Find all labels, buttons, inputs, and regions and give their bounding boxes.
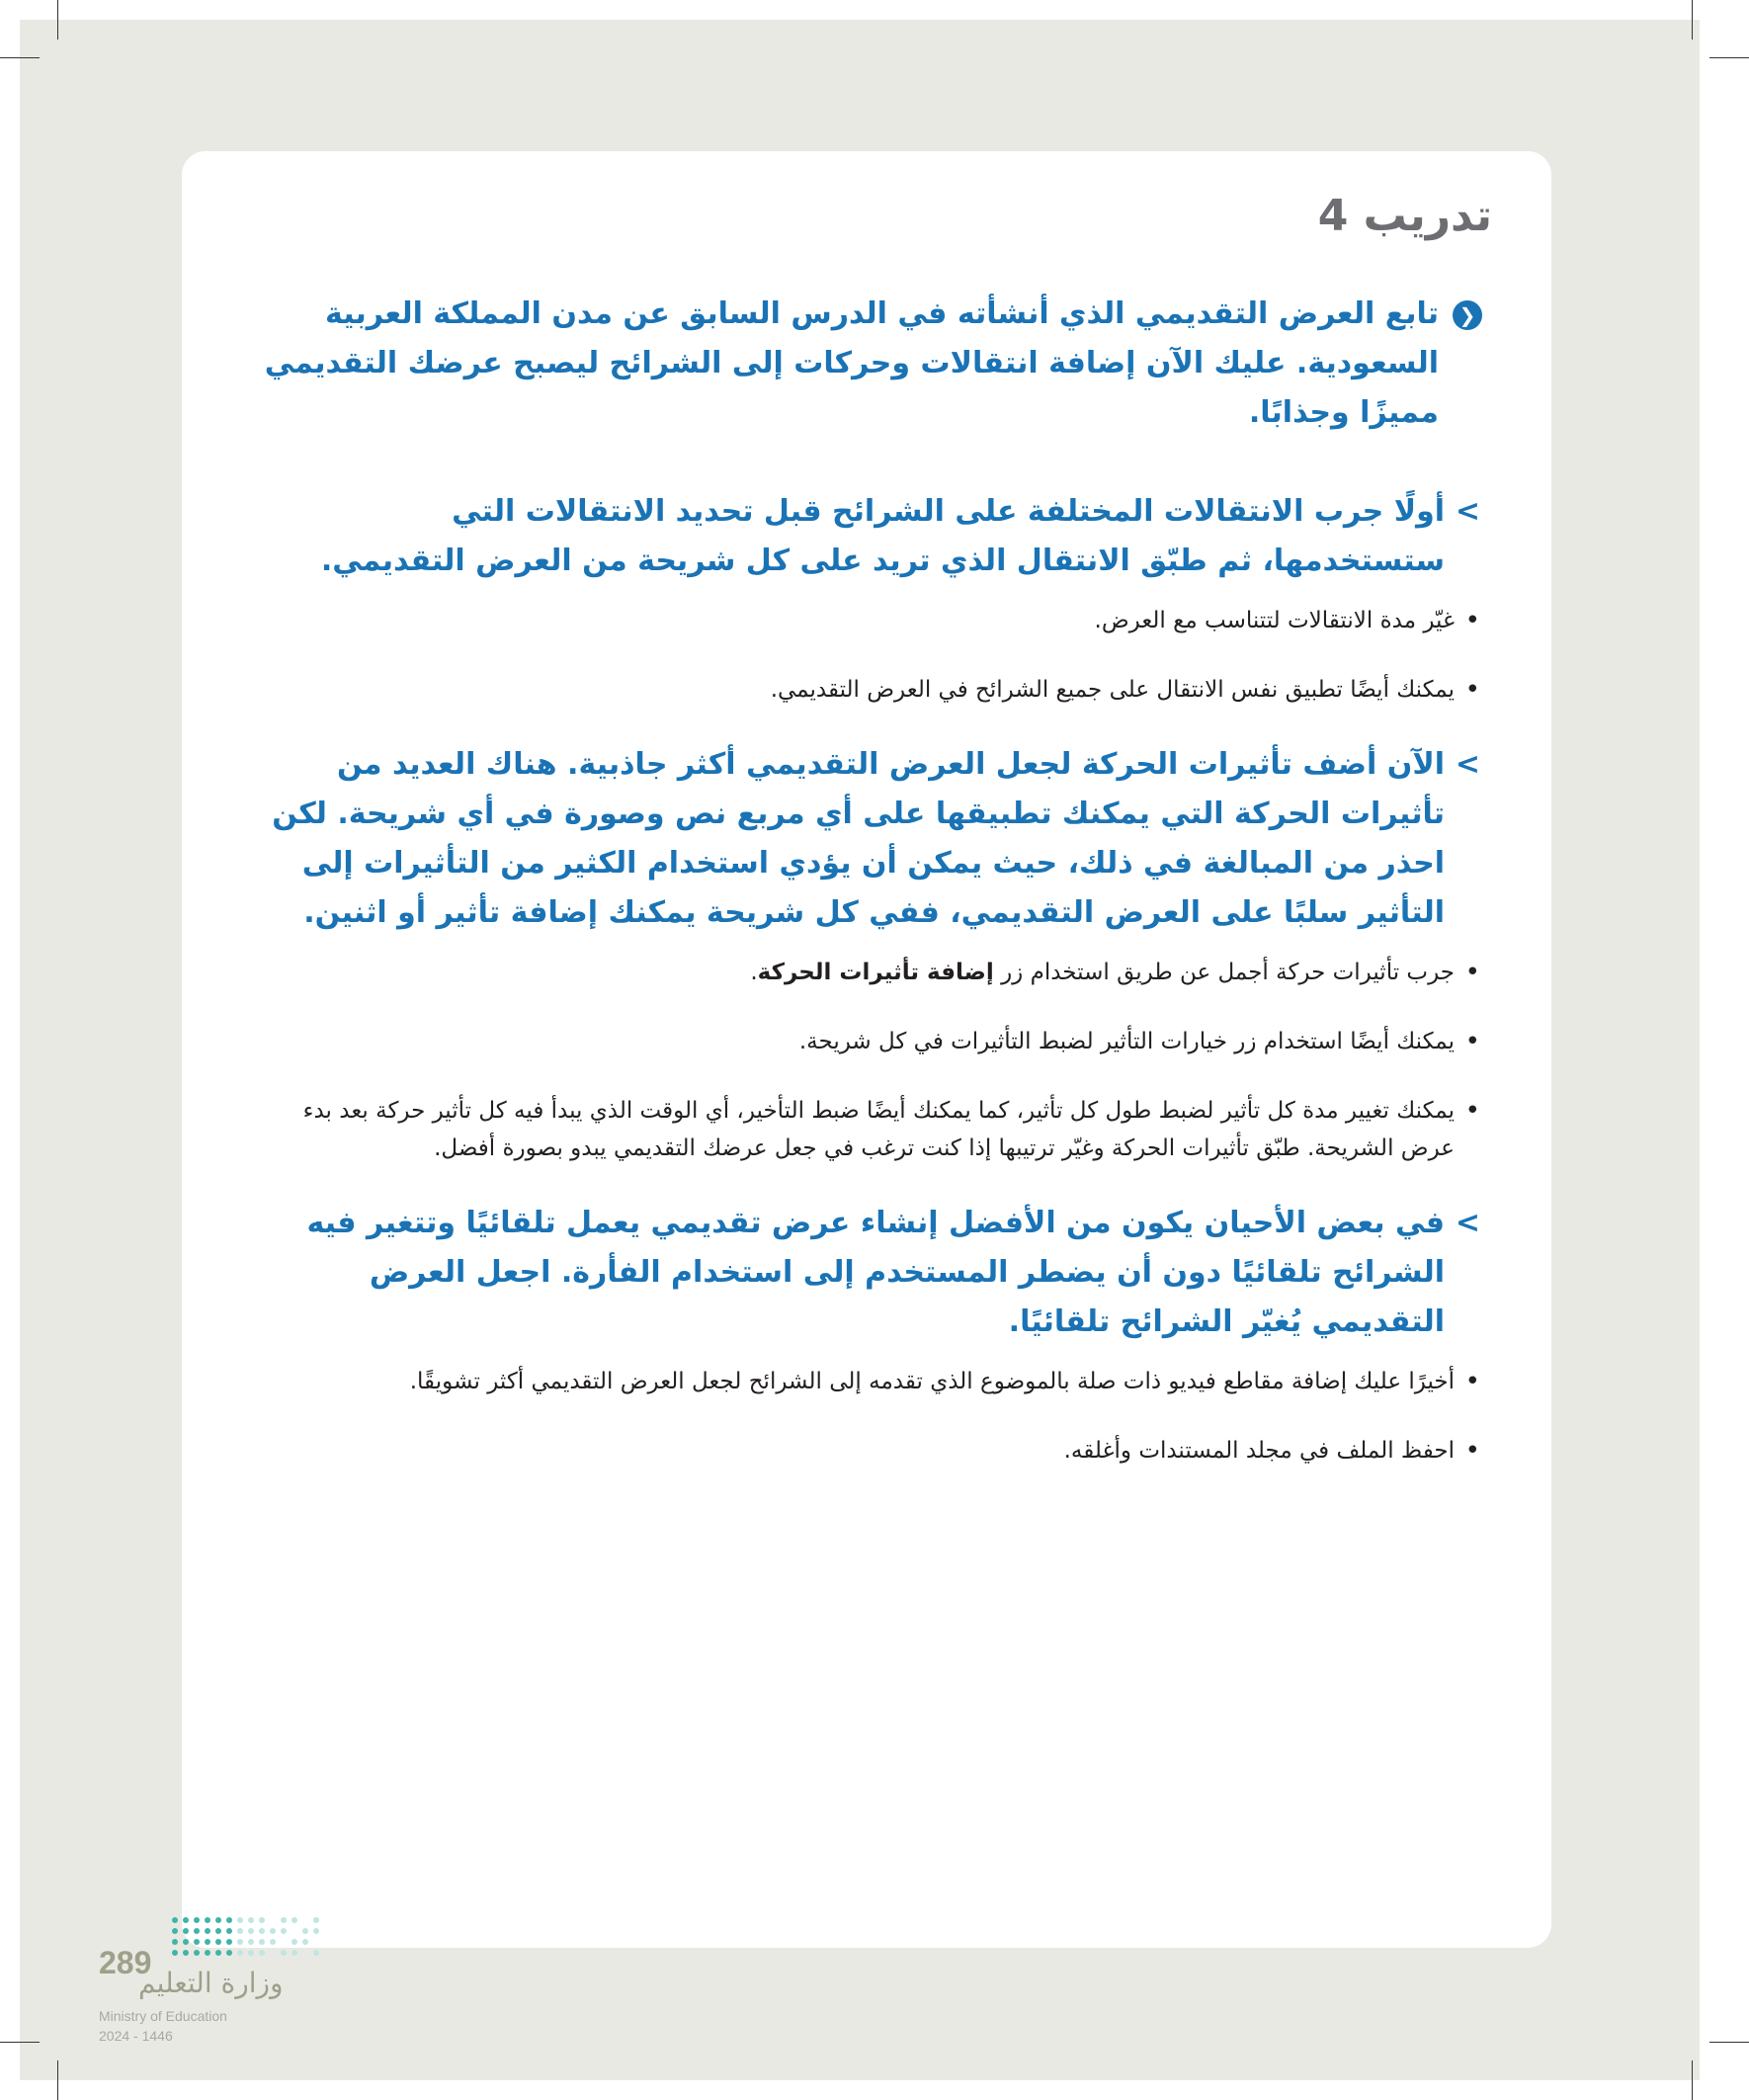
list-item: • يمكنك أيضًا تطبيق نفس الانتقال على جميع الشرائح في العرض التقديمي. — [261, 671, 1482, 709]
logo-dot — [172, 1950, 178, 1956]
crop-mark — [57, 2060, 58, 2100]
logo-dot — [226, 1928, 232, 1934]
logo-dot — [292, 1917, 297, 1923]
bullet-bold-text: إضافة تأثيرات الحركة — [757, 960, 994, 985]
step-1-bullets — [261, 602, 1482, 709]
bullet-text: جرب تأثيرات حركة أجمل عن طريق استخدام زر — [993, 960, 1455, 985]
logo-dot — [248, 1928, 254, 1934]
logo-dot — [172, 1928, 178, 1934]
logo-dot — [248, 1917, 254, 1923]
logo-dot — [183, 1939, 189, 1945]
logo-dot — [313, 1928, 319, 1934]
step-3-bullets — [261, 1363, 1482, 1470]
intro-paragraph — [261, 290, 1482, 438]
intro-text: تابع العرض التقديمي الذي أنشأته في الدرس السابق عن مدن المملكة العربية السعودية. عليك الآن إضافة انتقالات وحركات إلى الشرائح ليصبح عرضك التقديمي مميزًا وجذابًا. — [264, 296, 1439, 430]
logo-dot — [183, 1950, 189, 1956]
logo-dot — [248, 1939, 254, 1945]
step-1-text: أولًا جرب الانتقالات المختلفة على الشرائح قبل تحديد الانتقالات التي ستستخدمها، ثم طبّق الانتقال الذي تريد على كل شريحة من العرض التقديمي. — [320, 494, 1445, 578]
logo-dot — [205, 1928, 210, 1934]
logo-dot — [259, 1917, 265, 1923]
logo-dot — [292, 1939, 297, 1945]
logo-dot — [183, 1928, 189, 1934]
logo-dot — [215, 1950, 221, 1956]
exercise-content — [261, 290, 1482, 1501]
logo-dot — [281, 1950, 287, 1956]
logo-dot — [237, 1939, 243, 1945]
circle-chevron-left-icon: ❮ — [1453, 300, 1482, 330]
logo-dot — [313, 1950, 319, 1956]
logo-dot — [226, 1950, 232, 1956]
step-2-text: الآن أضف تأثيرات الحركة لجعل العرض التقديمي أكثر جاذبية. هناك العديد من تأثيرات الحركة التي يمكنك تطبيقها على أي مربع نص وصورة في أي شريحة. لكن احذر من المبالغة في ذلك، حيث يمكن أن يؤدي استخدام الكثير من التأثيرات إلى التأثير سلبًا على العرض التقديمي، ففي كل شريحة يمكنك إضافة تأثير أو اثنين. — [272, 747, 1445, 930]
step-arrow-icon: > — [1455, 494, 1480, 529]
list-item: • يمكنك تغيير مدة كل تأثير لضبط طول كل تأثير، كما يمكنك أيضًا ضبط التأخير، أي الوقت الذي يبدأ فيه كل تأثير حركة بعد بدء عرض الشريحة. طبّق تأثيرات الحركة وغيّر ترتيبها إذا كنت ترغب في جعل عرضك التقديمي يبدو بصورة أفضل. — [261, 1092, 1482, 1167]
logo-dot — [215, 1917, 221, 1923]
logo-dot — [259, 1939, 265, 1945]
step-arrow-icon: > — [1455, 747, 1480, 782]
exercise-card — [182, 151, 1551, 1948]
crop-mark — [0, 57, 40, 58]
logo-dot — [172, 1939, 178, 1945]
crop-mark — [57, 0, 58, 40]
logo-dot — [215, 1939, 221, 1945]
crop-mark — [1692, 2060, 1693, 2100]
bullet-text: . — [750, 960, 758, 985]
ministry-name-ar: وزارة التعليم — [138, 1967, 284, 1999]
step-1 — [261, 487, 1482, 586]
step-3-text: في بعض الأحيان يكون من الأفضل إنشاء عرض تقديمي يعمل تلقائيًا وتتغير فيه الشرائح تلقائيًا دون أن يضطر المستخدم إلى استخدام الفأرة. اجعل العرض التقديمي يُغيّر الشرائح تلقائيًا. — [306, 1206, 1445, 1339]
list-item — [261, 954, 1482, 991]
crop-mark — [0, 2042, 40, 2043]
ministry-logo — [99, 1917, 356, 2056]
logo-dot — [281, 1928, 287, 1934]
logo-dot — [194, 1939, 200, 1945]
step-2-bullets — [261, 954, 1482, 1167]
logo-dot — [237, 1928, 243, 1934]
logo-dot — [172, 1917, 178, 1923]
logo-dot — [248, 1950, 254, 1956]
step-arrow-icon: > — [1455, 1206, 1480, 1240]
logo-dot — [302, 1928, 308, 1934]
page-number: 289 — [99, 1945, 152, 1980]
crop-mark — [1709, 2042, 1749, 2043]
logo-dot — [194, 1917, 200, 1923]
list-item: • غيّر مدة الانتقالات لتتناسب مع العرض. — [261, 602, 1482, 639]
academic-year: 2024 - 1446 — [99, 2028, 173, 2044]
logo-dot — [237, 1950, 243, 1956]
logo-dot — [259, 1950, 265, 1956]
logo-dot — [281, 1917, 287, 1923]
logo-dot — [313, 1917, 319, 1923]
logo-dot — [205, 1950, 210, 1956]
logo-dot — [226, 1917, 232, 1923]
logo-dot — [259, 1928, 265, 1934]
exercise-title: تدريب 4 — [1317, 191, 1492, 241]
logo-dot — [205, 1939, 210, 1945]
crop-mark — [1709, 57, 1749, 58]
logo-dot — [194, 1950, 200, 1956]
ministry-name-en: Ministry of Education — [99, 2008, 227, 2024]
list-item: • يمكنك أيضًا استخدام زر خيارات التأثير لضبط التأثيرات في كل شريحة. — [261, 1023, 1482, 1060]
logo-dot — [270, 1928, 276, 1934]
logo-dots-icon — [172, 1917, 330, 1967]
logo-dot — [226, 1939, 232, 1945]
logo-dot — [302, 1939, 308, 1945]
logo-dot — [183, 1917, 189, 1923]
logo-dot — [270, 1939, 276, 1945]
step-2 — [261, 740, 1482, 938]
crop-mark — [1692, 0, 1693, 40]
list-item: • أخيرًا عليك إضافة مقاطع فيديو ذات صلة بالموضوع الذي تقدمه إلى الشرائح لجعل العرض التقديمي أكثر تشويقًا. — [261, 1363, 1482, 1400]
logo-dot — [205, 1917, 210, 1923]
list-item: • احفظ الملف في مجلد المستندات وأغلقه. — [261, 1432, 1482, 1470]
logo-dot — [215, 1928, 221, 1934]
logo-dot — [237, 1917, 243, 1923]
logo-dot — [292, 1950, 297, 1956]
logo-dot — [194, 1928, 200, 1934]
step-3 — [261, 1199, 1482, 1347]
